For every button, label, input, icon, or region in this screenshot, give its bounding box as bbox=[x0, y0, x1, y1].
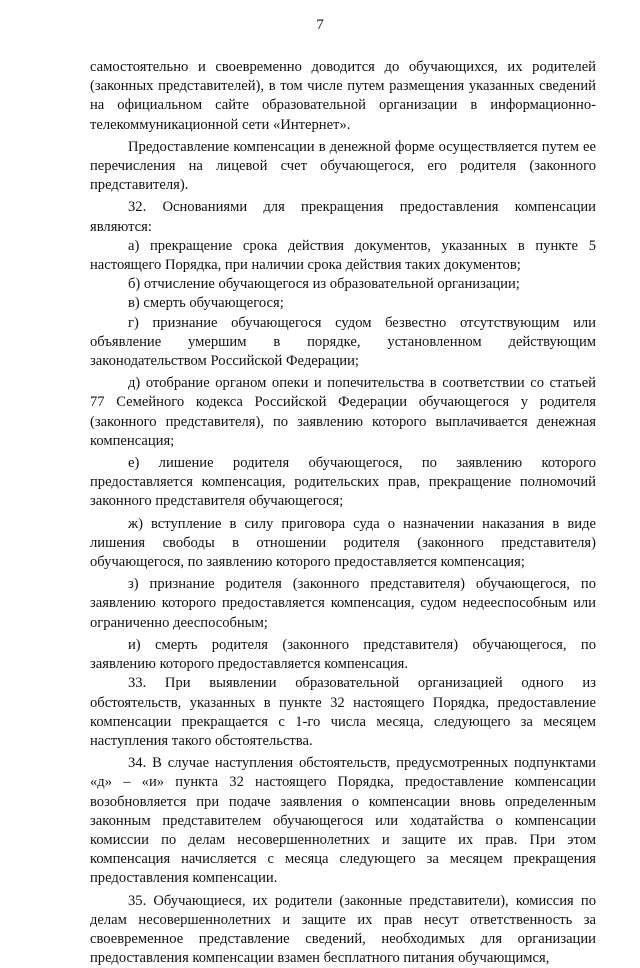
paragraph-32-b: б) отчисление обучающегося из образовательной организации; bbox=[128, 276, 520, 293]
paragraph-32-grounds: 32. Основаниями для прекращения предоставления компенсации являются: bbox=[90, 199, 596, 235]
paragraph-33: 33. При выявлении образовательной организацией одного из обстоятельств, указанных в пункте 32 настоящего Порядка, предоставление компенсации прекращается с 1-го числа месяца, следующего за месяцем наступления такого обстоятельства. bbox=[90, 675, 596, 749]
paragraph-32-a: а) прекращение срока действия документов, указанных в пункте 5 настоящего Порядка, при наличии срока действия таких документов; bbox=[90, 237, 596, 274]
document-body bbox=[90, 58, 596, 968]
paragraph-32-i: и) смерть родителя (законного представителя) обучающегося, по заявлению которого предоставляется компенсация. bbox=[90, 636, 596, 673]
paragraph-32-zh: ж) вступление в силу приговора суда о назначении наказания в виде лишения свободы в отношении родителя (законного представителя) обучающегося, по заявлению которого предоставляется компенсация; bbox=[90, 515, 596, 571]
paragraph-32-d: д) отобрание органом опеки и попечительства в соответствии со статьей 77 Семейного кодекса Российской Федерации обучающегося у родителя (законного представителя), по заявлению которого выплачивается денежная компенсация; bbox=[90, 375, 596, 449]
paragraph-32-g: г) признание обучающегося судом безвестно отсутствующим или объявление умершим в порядке, установленном действующим законодательством Российской Федерации; bbox=[90, 314, 596, 370]
paragraph-continuation: самостоятельно и своевременно доводится до обучающихся, их родителей (законных представителей), в том числе путем размещения указанных сведений на официальном сайте образовательной организации в информационно-телекоммуникационной сети «Интернет». bbox=[90, 59, 596, 133]
paragraph-34: 34. В случае наступления обстоятельств, предусмотренных подпунктами «д» – «и» пункта 32 настоящего Порядка, предоставление компенсации возобновляется при подаче заявления о компенсации вновь определенным законным представителем обучающегося или ходатайства о компенсации комиссии по делам несовершеннолетних и защите их прав. При этом компенсация начисляется с месяца следующего за месяцем прекращения предоставления компенсации. bbox=[90, 755, 596, 887]
paragraph-32-e: е) лишение родителя обучающегося, по заявлению которого предоставляется компенсация, родительских прав, прекращение полномочий законного представителя обучающегося; bbox=[90, 455, 596, 510]
paragraph-32-z: з) признание родителя (законного представителя) обучающегося, по заявлению которого предоставляется компенсация, судом недееспособным или ограниченно дееспособным; bbox=[90, 576, 596, 631]
paragraph-32-v: в) смерть обучающегося; bbox=[128, 295, 284, 312]
paragraph-35: 35. Обучающиеся, их родители (законные представители), комиссия по делам несовершеннолетних и защите их прав несут ответственность за своевременное представление сведений, необходимых для организации предоставления компенсации взамен бесплатного питания обучающимся, bbox=[90, 892, 596, 967]
page-number: 7 bbox=[316, 17, 324, 33]
paragraph-payment-method: Предоставление компенсации в денежной форме осуществляется путем ее перечисления на лицевой счет обучающегося, его родителя (законного представителя). bbox=[90, 138, 596, 194]
